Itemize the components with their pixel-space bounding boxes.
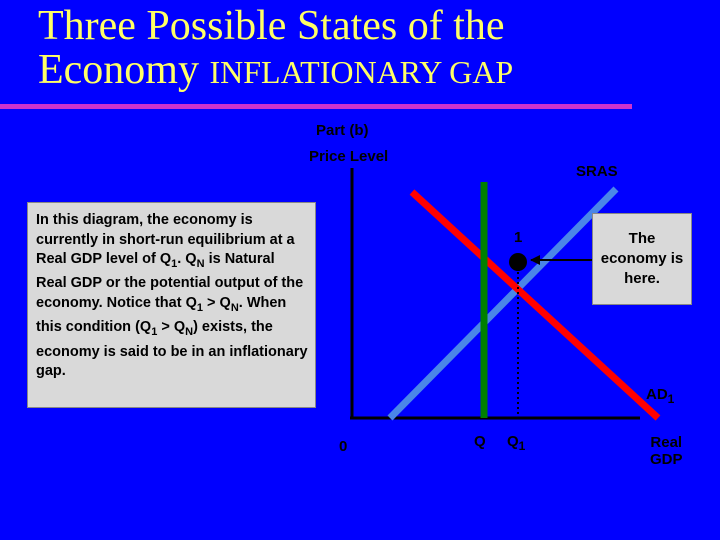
equilibrium-point-label: 1 <box>514 229 523 246</box>
ad1-label: $AD_1$ <box>646 386 675 406</box>
explanation-textbox: In this diagram, the economy is currently in short-run equilibrium at a Real GDP level of $Q_1$. $Q_N$ is Natural Real GDP or the potential output of the economy. Notice that $Q_1 > Q_N$. When this condition $(Q_1 > Q_N)$ exists, the economy is said to be in an inflationary gap. <box>27 202 316 408</box>
y-axis-label-line1: Part (b) <box>316 122 369 139</box>
equilibrium-point <box>509 253 527 271</box>
sras-curve <box>390 189 616 418</box>
sras-label: SRAS <box>576 163 618 180</box>
y-axis-label-line2: Price Level <box>309 148 389 165</box>
title-line2-tail: INFLATIONARY GAP <box>209 54 514 90</box>
title-line1: Three Possible States of the <box>38 3 505 49</box>
title-line2-main: Economy <box>38 47 199 93</box>
economy-callout-box: The economy is here. <box>592 213 692 305</box>
x-axis-label: Real GDP <box>650 434 683 468</box>
q1-tick-label: $Q_1$ <box>507 433 526 453</box>
qn-tick-label: Q <box>474 433 486 450</box>
origin-label: 0 <box>339 438 348 455</box>
